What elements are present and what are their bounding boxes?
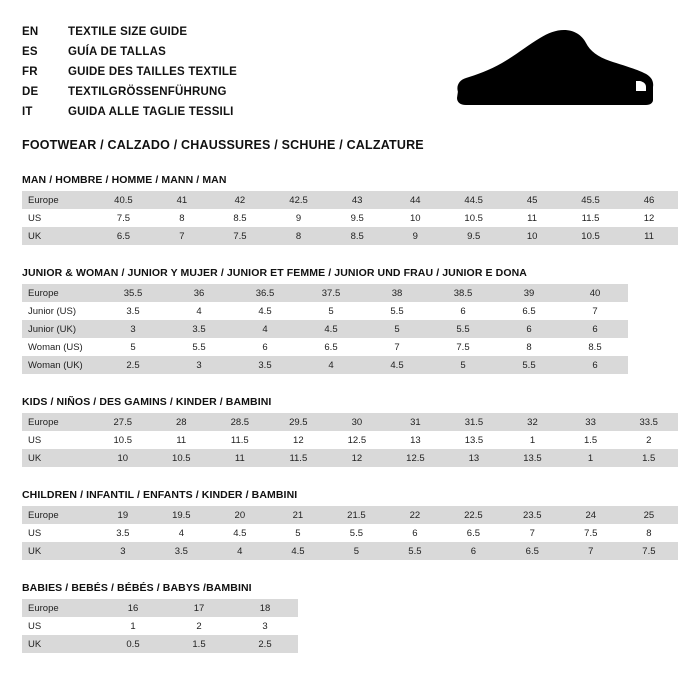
size-cell: 7 xyxy=(153,227,211,245)
table-row xyxy=(22,320,628,338)
size-cell: 41 xyxy=(153,191,211,209)
size-table xyxy=(22,191,678,245)
page-title: FOOTWEAR / CALZADO / CHAUSSURES / SCHUHE / CALZATURE xyxy=(22,138,424,152)
size-cell: 4 xyxy=(152,524,211,542)
size-cell: 5 xyxy=(430,356,496,374)
size-cell: 30 xyxy=(328,413,387,431)
language-title: GUIDA ALLE TAGLIE TESSILI xyxy=(68,106,234,118)
row-label: Woman (UK) xyxy=(22,356,100,374)
size-cell: 19.5 xyxy=(152,506,211,524)
size-cell: 5.5 xyxy=(327,524,386,542)
size-cell: 3.5 xyxy=(94,524,152,542)
row-label: Europe xyxy=(22,191,94,209)
row-label: Europe xyxy=(22,413,93,431)
size-cell: 42 xyxy=(211,191,269,209)
size-cell: 6 xyxy=(444,542,503,560)
size-cell: 43 xyxy=(328,191,386,209)
size-cell: 11 xyxy=(620,227,678,245)
size-cell: 3 xyxy=(232,617,298,635)
size-cell: 7 xyxy=(364,338,430,356)
size-cell: 8 xyxy=(496,338,562,356)
size-cell: 10.5 xyxy=(561,227,620,245)
size-cell: 1 xyxy=(100,617,166,635)
size-cell: 12 xyxy=(269,431,328,449)
table-row xyxy=(22,356,628,374)
size-cell: 10 xyxy=(386,209,444,227)
size-cell: 46 xyxy=(620,191,678,209)
size-cell: 39 xyxy=(496,284,562,302)
size-cell: 8.5 xyxy=(562,338,628,356)
size-cell: 7 xyxy=(562,302,628,320)
language-title: TEXTILGRÖSSENFÜHRUNG xyxy=(68,86,227,98)
size-cell: 21.5 xyxy=(327,506,386,524)
language-code: IT xyxy=(22,106,33,118)
size-cell: 36 xyxy=(166,284,232,302)
size-cell: 7.5 xyxy=(620,542,678,560)
size-cell: 40.5 xyxy=(94,191,153,209)
size-cell: 11.5 xyxy=(211,431,270,449)
language-row xyxy=(22,102,237,122)
size-cell: 7 xyxy=(562,542,620,560)
language-row xyxy=(22,42,237,62)
row-label: Europe xyxy=(22,506,94,524)
row-label: US xyxy=(22,524,94,542)
size-cell: 36.5 xyxy=(232,284,298,302)
size-cell: 3.5 xyxy=(100,302,166,320)
size-cell: 7 xyxy=(503,524,562,542)
size-cell: 29.5 xyxy=(269,413,328,431)
size-cell: 10.5 xyxy=(152,449,211,467)
size-cell: 2.5 xyxy=(100,356,166,374)
table-row xyxy=(22,542,678,560)
table-row xyxy=(22,302,628,320)
size-cell: 13.5 xyxy=(503,449,562,467)
size-cell: 23.5 xyxy=(503,506,562,524)
size-cell: 8 xyxy=(620,524,678,542)
size-table xyxy=(22,413,678,467)
size-cell: 8 xyxy=(269,227,328,245)
size-cell: 3.5 xyxy=(232,356,298,374)
table-row xyxy=(22,413,678,431)
size-cell: 6.5 xyxy=(503,542,562,560)
size-cell: 11.5 xyxy=(561,209,620,227)
language-code: FR xyxy=(22,66,38,78)
language-code: DE xyxy=(22,86,39,98)
size-cell: 12.5 xyxy=(386,449,445,467)
row-label: Junior (US) xyxy=(22,302,100,320)
size-table xyxy=(22,599,298,653)
size-cell: 5 xyxy=(364,320,430,338)
table-row xyxy=(22,449,678,467)
size-table-title: JUNIOR & WOMAN / JUNIOR Y MUJER / JUNIOR ET FEMME / JUNIOR UND FRAU / JUNIOR E DONA xyxy=(22,267,527,279)
table-row xyxy=(22,431,678,449)
size-cell: 4.5 xyxy=(364,356,430,374)
table-row xyxy=(22,209,678,227)
size-cell: 5.5 xyxy=(386,542,444,560)
size-cell: 45.5 xyxy=(561,191,620,209)
size-cell: 13 xyxy=(386,431,445,449)
size-table-block xyxy=(22,396,678,467)
size-cell: 10.5 xyxy=(444,209,503,227)
size-cell: 20 xyxy=(211,506,269,524)
size-cell: 2.5 xyxy=(232,635,298,653)
size-cell: 3.5 xyxy=(166,320,232,338)
size-cell: 5.5 xyxy=(364,302,430,320)
size-cell: 4.5 xyxy=(211,524,269,542)
size-cell: 13 xyxy=(445,449,504,467)
size-cell: 4.5 xyxy=(269,542,327,560)
size-cell: 7.5 xyxy=(211,227,269,245)
size-cell: 6.5 xyxy=(444,524,503,542)
size-cell: 10 xyxy=(93,449,152,467)
size-cell: 6.5 xyxy=(94,227,153,245)
row-label: Junior (UK) xyxy=(22,320,100,338)
size-cell: 6.5 xyxy=(298,338,364,356)
language-code: ES xyxy=(22,46,38,58)
size-table-block xyxy=(22,174,678,245)
size-cell: 5 xyxy=(269,524,327,542)
row-label: Woman (US) xyxy=(22,338,100,356)
size-cell: 0.5 xyxy=(100,635,166,653)
size-cell: 7.5 xyxy=(430,338,496,356)
table-row xyxy=(22,506,678,524)
size-cell: 38.5 xyxy=(430,284,496,302)
row-label: US xyxy=(22,209,94,227)
size-table-title: MAN / HOMBRE / HOMME / MANN / MAN xyxy=(22,174,227,186)
size-cell: 6 xyxy=(496,320,562,338)
size-table-title: BABIES / BEBÉS / BÉBÉS / BABYS /BAMBINI xyxy=(22,582,252,594)
size-cell: 38 xyxy=(364,284,430,302)
size-cell: 28.5 xyxy=(211,413,270,431)
size-cell: 1.5 xyxy=(619,449,678,467)
row-label: UK xyxy=(22,542,94,560)
language-row xyxy=(22,62,237,82)
size-cell: 2 xyxy=(166,617,232,635)
size-table-title: KIDS / NIÑOS / DES GAMINS / KINDER / BAMBINI xyxy=(22,396,272,408)
size-cell: 6 xyxy=(232,338,298,356)
table-row xyxy=(22,524,678,542)
size-cell: 17 xyxy=(166,599,232,617)
size-cell: 24 xyxy=(562,506,620,524)
row-label: Europe xyxy=(22,284,100,302)
size-cell: 5 xyxy=(298,302,364,320)
size-cell: 8.5 xyxy=(328,227,386,245)
size-cell: 9 xyxy=(269,209,328,227)
size-cell: 19 xyxy=(94,506,152,524)
row-label: UK xyxy=(22,227,94,245)
size-cell: 6 xyxy=(386,524,444,542)
row-label: UK xyxy=(22,635,100,653)
table-row xyxy=(22,338,628,356)
size-cell: 3 xyxy=(94,542,152,560)
size-cell: 33 xyxy=(562,413,620,431)
language-title: GUÍA DE TALLAS xyxy=(68,46,166,58)
size-cell: 1 xyxy=(503,431,562,449)
size-cell: 8 xyxy=(153,209,211,227)
size-cell: 11 xyxy=(152,431,211,449)
size-cell: 32 xyxy=(503,413,562,431)
table-row xyxy=(22,227,678,245)
size-cell: 2 xyxy=(619,431,678,449)
size-table-title: CHILDREN / INFANTIL / ENFANTS / KINDER / BAMBINI xyxy=(22,489,298,501)
size-cell: 5.5 xyxy=(430,320,496,338)
size-cell: 4.5 xyxy=(232,302,298,320)
size-cell: 8.5 xyxy=(211,209,269,227)
size-cell: 9 xyxy=(386,227,444,245)
size-cell: 7.5 xyxy=(562,524,620,542)
size-cell: 40 xyxy=(562,284,628,302)
size-cell: 4.5 xyxy=(298,320,364,338)
size-cell: 42.5 xyxy=(269,191,328,209)
size-cell: 6 xyxy=(562,320,628,338)
size-cell: 4 xyxy=(232,320,298,338)
size-cell: 5 xyxy=(327,542,386,560)
size-cell: 37.5 xyxy=(298,284,364,302)
size-cell: 44 xyxy=(386,191,444,209)
size-table-block xyxy=(22,582,678,653)
size-cell: 12 xyxy=(620,209,678,227)
table-row xyxy=(22,617,298,635)
size-cell: 21 xyxy=(269,506,327,524)
size-cell: 11 xyxy=(211,449,270,467)
size-cell: 28 xyxy=(152,413,211,431)
size-cell: 4 xyxy=(298,356,364,374)
size-cell: 6 xyxy=(430,302,496,320)
size-cell: 31.5 xyxy=(445,413,504,431)
size-tables-container xyxy=(22,174,678,653)
table-row xyxy=(22,599,298,617)
size-cell: 12 xyxy=(328,449,387,467)
size-cell: 3 xyxy=(100,320,166,338)
language-code: EN xyxy=(22,26,39,38)
size-cell: 4 xyxy=(211,542,269,560)
table-row xyxy=(22,635,298,653)
size-cell: 5 xyxy=(100,338,166,356)
size-cell: 27.5 xyxy=(93,413,152,431)
language-title: GUIDE DES TAILLES TEXTILE xyxy=(68,66,237,78)
size-cell: 7.5 xyxy=(94,209,153,227)
size-cell: 11 xyxy=(503,209,561,227)
size-cell: 9.5 xyxy=(328,209,386,227)
size-cell: 1.5 xyxy=(562,431,620,449)
table-row xyxy=(22,191,678,209)
size-cell: 10 xyxy=(503,227,561,245)
size-table-block xyxy=(22,489,678,560)
size-cell: 6 xyxy=(562,356,628,374)
size-cell: 18 xyxy=(232,599,298,617)
size-cell: 1 xyxy=(562,449,620,467)
row-label: UK xyxy=(22,449,93,467)
language-list xyxy=(22,22,237,122)
size-table xyxy=(22,284,628,374)
table-row xyxy=(22,284,628,302)
dress-shoe-icon xyxy=(450,28,660,113)
size-cell: 16 xyxy=(100,599,166,617)
size-cell: 35.5 xyxy=(100,284,166,302)
row-label: US xyxy=(22,617,100,635)
size-cell: 6.5 xyxy=(496,302,562,320)
size-cell: 45 xyxy=(503,191,561,209)
language-title: TEXTILE SIZE GUIDE xyxy=(68,26,188,38)
size-cell: 11.5 xyxy=(269,449,328,467)
size-cell: 3 xyxy=(166,356,232,374)
size-cell: 22.5 xyxy=(444,506,503,524)
row-label: Europe xyxy=(22,599,100,617)
language-row xyxy=(22,82,237,102)
size-table-block xyxy=(22,267,678,374)
size-cell: 10.5 xyxy=(93,431,152,449)
size-cell: 33.5 xyxy=(619,413,678,431)
size-cell: 12.5 xyxy=(328,431,387,449)
row-label: US xyxy=(22,431,93,449)
size-cell: 13.5 xyxy=(445,431,504,449)
size-cell: 1.5 xyxy=(166,635,232,653)
size-cell: 5.5 xyxy=(496,356,562,374)
size-cell: 22 xyxy=(386,506,444,524)
size-cell: 25 xyxy=(620,506,678,524)
size-cell: 9.5 xyxy=(444,227,503,245)
size-cell: 3.5 xyxy=(152,542,211,560)
size-cell: 31 xyxy=(386,413,445,431)
language-row xyxy=(22,22,237,42)
size-cell: 4 xyxy=(166,302,232,320)
size-table xyxy=(22,506,678,560)
size-cell: 44.5 xyxy=(444,191,503,209)
size-cell: 5.5 xyxy=(166,338,232,356)
page-header xyxy=(22,22,678,122)
